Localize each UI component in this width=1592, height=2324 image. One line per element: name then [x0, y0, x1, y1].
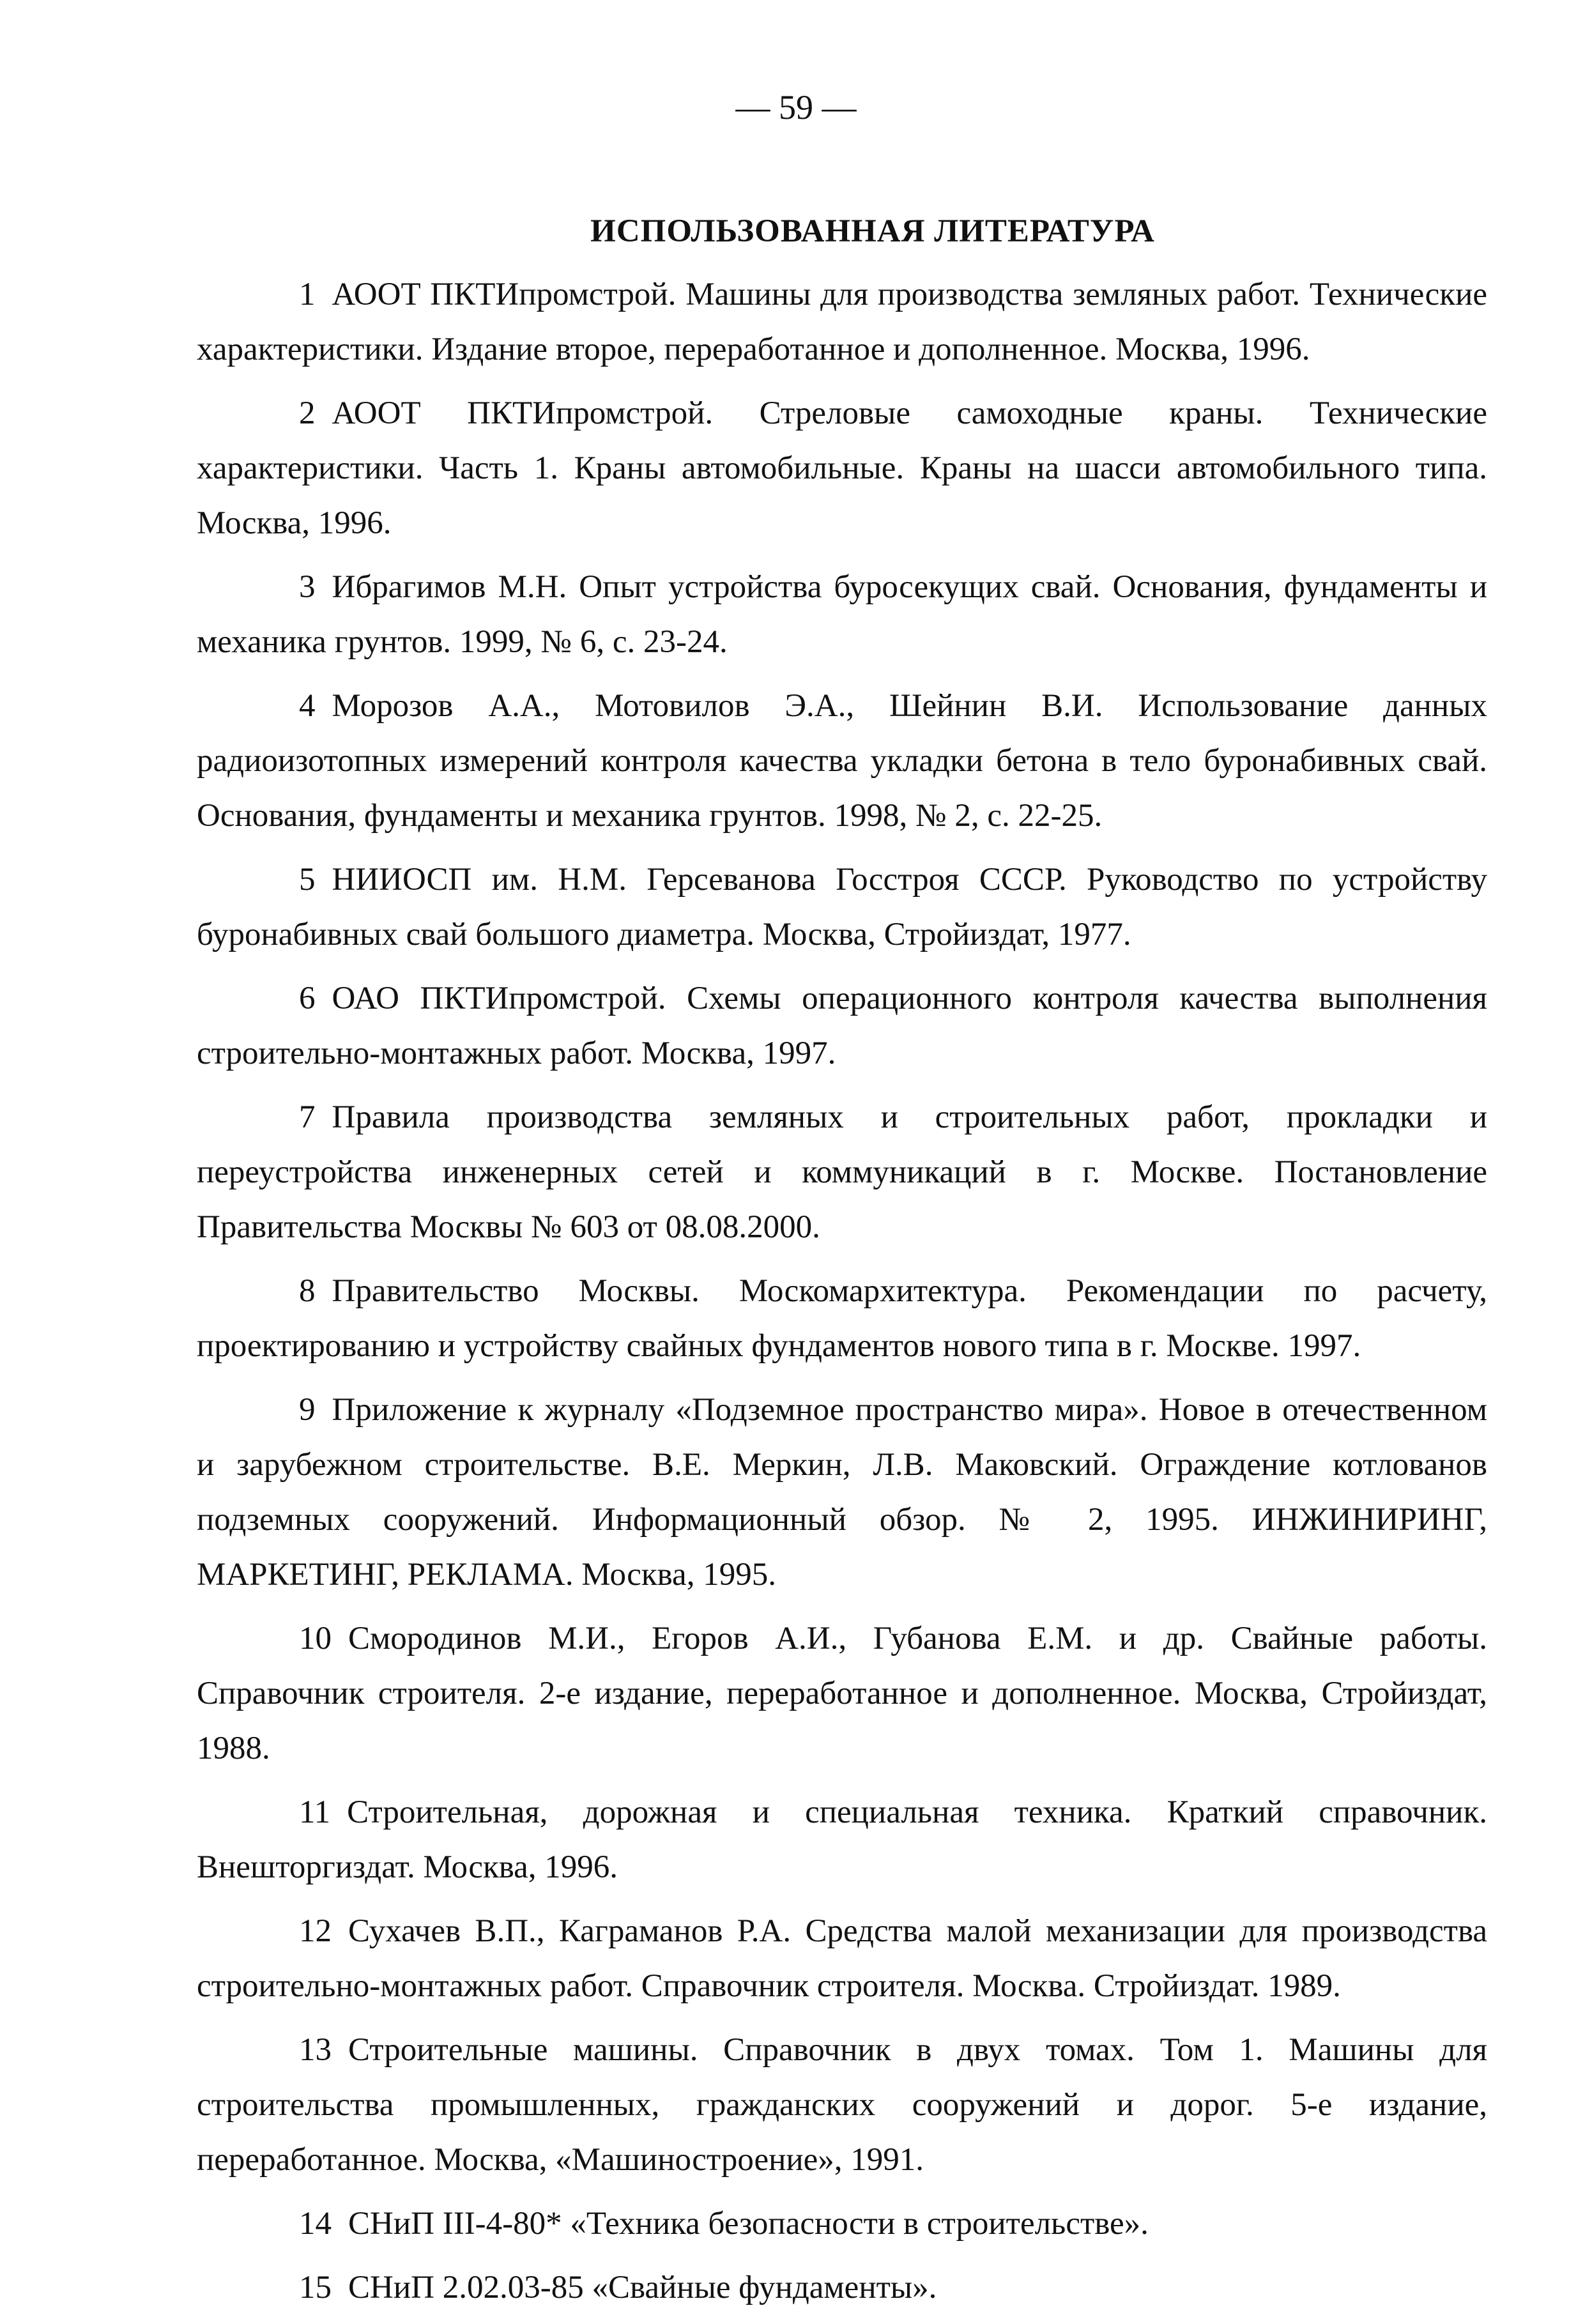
reference-item [197, 852, 1487, 962]
reference-text: Сухачев В.П., Каграманов Р.А. Средства малой механизации для производства строительно-монтажных работ. Справочник строителя. Москва. Стройиздат. 1989. [197, 1913, 1487, 2004]
reference-number: 15 [299, 2270, 332, 2305]
reference-number: 7 [299, 1099, 316, 1135]
reference-number: 4 [299, 688, 316, 724]
page-number: — 59 — [735, 88, 857, 126]
reference-number: 13 [299, 2032, 332, 2068]
reference-item [197, 386, 1487, 551]
reference-number: 9 [299, 1392, 316, 1428]
reference-item [197, 678, 1487, 843]
reference-number: 2 [299, 395, 316, 431]
reference-item [197, 2196, 1487, 2251]
reference-text: АООТ ПКТИпромстрой. Машины для производства земляных работ. Технические характеристики. Издание второе, переработанное и дополненное. Москва, 1996. [197, 277, 1487, 367]
reference-item [197, 560, 1487, 669]
reference-text: Приложение к журналу «Подземное пространство мира». Новое в отечественном и зарубежном строительстве. В.Е. Меркин, Л.В. Маковский. Ограждение котлованов подземных сооружений. Информационный обзор. № 2, 1995. ИНЖИНИРИНГ, МАРКЕТИНГ, РЕКЛАМА. Москва, 1995. [197, 1392, 1487, 1593]
reference-text: Строительные машины. Справочник в двух томах. Том 1. Машины для строительства промышленных, гражданских сооружений и дорог. 5-е издание, переработанное. Москва, «Машиностроение», 1991. [197, 2032, 1487, 2178]
reference-number: 12 [299, 1913, 332, 1949]
reference-text: Смородинов М.И., Егоров А.И., Губанова Е.М. и др. Свайные работы. Справочник строителя. 2-е издание, переработанное и дополненное. Москва, Стройиздат, 1988. [197, 1621, 1487, 1766]
reference-item [197, 1785, 1487, 1895]
reference-item [197, 2260, 1487, 2315]
reference-text: ОАО ПКТИпромстрой. Схемы операционного контроля качества выполнения строительно-монтажных работ. Москва, 1997. [197, 981, 1487, 1071]
reference-number: 8 [299, 1273, 316, 1309]
section-heading: ИСПОЛЬЗОВАННАЯ ЛИТЕРАТУРА [590, 213, 1155, 249]
reference-item [197, 971, 1487, 1081]
reference-number: 10 [299, 1621, 332, 1656]
reference-text: СНиП 2.02.03-85 «Свайные фундаменты». [348, 2270, 937, 2305]
reference-text: Правительство Москвы. Москомархитектура. Рекомендации по расчету, проектированию и устройству свайных фундаментов нового типа в г. Москве. 1997. [197, 1273, 1487, 1364]
reference-number: 5 [299, 862, 316, 898]
reference-item [197, 2022, 1487, 2187]
reference-number: 14 [299, 2206, 332, 2242]
reference-item [197, 267, 1487, 377]
reference-item [197, 1382, 1487, 1602]
reference-list [197, 267, 1487, 2324]
reference-text: Правила производства земляных и строительных работ, прокладки и переустройства инженерных сетей и коммуникаций в г. Москве. Постановление Правительства Москвы № 603 от 08.08.2000. [197, 1099, 1487, 1245]
reference-text: СНиП III-4-80* «Техника безопасности в строительстве». [348, 2206, 1149, 2242]
reference-number: 6 [299, 981, 316, 1016]
reference-number: 11 [299, 1794, 331, 1830]
reference-item [197, 1264, 1487, 1373]
reference-text: Строительная, дорожная и специальная техника. Краткий справочник. Внешторгиздат. Москва, 1996. [197, 1794, 1487, 1885]
reference-text: Морозов А.А., Мотовилов Э.А., Шейнин В.И. Использование данных радиоизотопных измерений контроля качества укладки бетона в тело буронабивных свай. Основания, фундаменты и механика грунтов. 1998, № 2, с. 22-25. [197, 688, 1487, 834]
reference-text: Ибрагимов М.Н. Опыт устройства буросекущих свай. Основания, фундаменты и механика грунтов. 1999, № 6, с. 23-24. [197, 569, 1487, 660]
reference-number: 3 [299, 569, 316, 605]
reference-item [197, 1090, 1487, 1255]
reference-item [197, 1904, 1487, 2014]
reference-text: НИИОСП им. Н.М. Герсеванова Госстроя СССР. Руководство по устройству буронабивных свай большого диаметра. Москва, Стройиздат, 1977. [197, 862, 1487, 952]
reference-number: 1 [299, 277, 316, 312]
reference-item [197, 1611, 1487, 1776]
reference-text: АООТ ПКТИпромстрой. Стреловые самоходные краны. Технические характеристики. Часть 1. Краны автомобильные. Краны на шасси автомобильного типа. Москва, 1996. [197, 395, 1487, 541]
